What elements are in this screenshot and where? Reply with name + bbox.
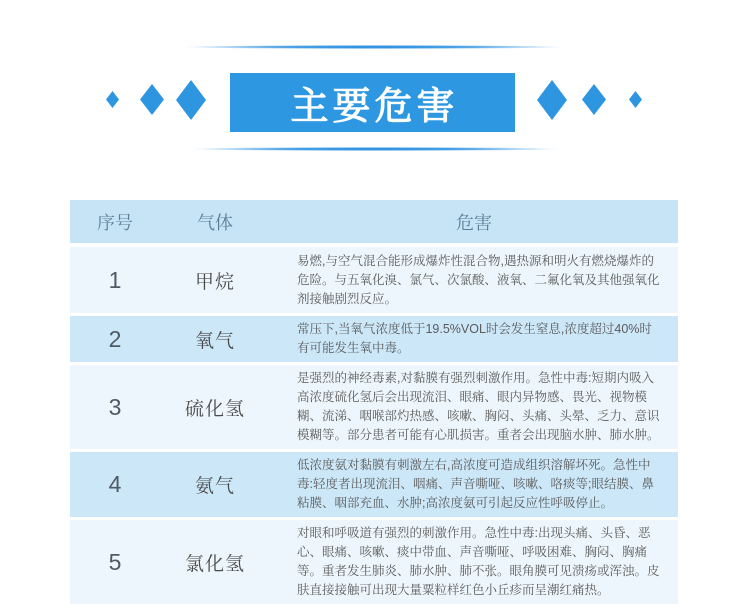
table-row xyxy=(70,520,678,604)
gas-name: 氨气 xyxy=(194,476,235,497)
table-row xyxy=(70,316,678,362)
gas-name: 甲烷 xyxy=(194,271,235,293)
diamond-icon xyxy=(176,80,206,120)
table-row xyxy=(70,365,678,449)
bottom-divider-line xyxy=(190,147,560,151)
row-number: 5 xyxy=(108,548,122,575)
diamond-icon xyxy=(140,84,164,115)
column-header-hazard: 危害 xyxy=(456,212,492,233)
header-banner xyxy=(0,0,750,200)
column-header-number: 序号 xyxy=(97,212,133,233)
row-number: 3 xyxy=(108,393,122,420)
diamond-icon xyxy=(582,84,606,115)
diamond-icon xyxy=(106,91,119,108)
gas-name: 氧气 xyxy=(194,330,235,352)
hazard-description: 低浓度氨对黏膜有刺激左右,高浓度可造成组织溶解坏死。急性中毒:轻度者出现流泪、咽痛、声音嘶哑、咳嗽、咯痰等;眼结膜、鼻粘膜、咽部充血、水肿;高浓度氨可引起反应性呼吸停止。 xyxy=(297,458,654,510)
gas-name: 氯化氢 xyxy=(184,553,245,575)
row-number: 1 xyxy=(108,266,122,293)
page-title: 主要危害 xyxy=(290,86,459,128)
table-row xyxy=(70,247,678,313)
row-number: 4 xyxy=(108,471,122,497)
hazard-description: 易燃,与空气混合能形成爆炸性混合物,遇热源和明火有燃烧爆炸的危险。与五氧化溴、氯气、次氯酸、液氧、二氟化氧及其他强氧化剂接触剧烈反应。 xyxy=(297,253,660,306)
hazard-description: 是强烈的神经毒素,对黏膜有强烈刺激作用。急性中毒:短期内吸入高浓度硫化氢后会出现流泪、眼痛、眼内异物感、畏光、视物模糊、流涕、咽喉部灼热感、咳嗽、胸闷、头痛、头晕、乏力、意识模糊等。部分患者可能有心肌损害。重者会出现脑水肿、肺水肿。 xyxy=(297,371,660,442)
gas-name: 硫化氢 xyxy=(184,398,245,420)
hazard-description: 对眼和呼吸道有强烈的刺激作用。急性中毒:出现头痛、头昏、恶心、眼痛、咳嗽、痰中带血、声音嘶哑、呼吸困难、胸闷、胸痛等。重者发生肺炎、肺水肿、肺不张。眼角膜可见溃疡或浑浊。皮肤直接接触可出现大量粟粒样红色小丘疹而呈潮红痛热。 xyxy=(297,526,660,597)
row-number: 2 xyxy=(108,325,122,352)
table-body xyxy=(70,247,678,604)
hazard-table xyxy=(70,200,678,607)
column-header-gas: 气体 xyxy=(197,212,233,233)
diamond-icon xyxy=(629,91,642,108)
top-divider-line xyxy=(183,45,565,49)
hazard-description: 常压下,当氧气浓度低于19.5%VOL时会发生窒息,浓度超过40%时有可能发生氧中毒。 xyxy=(297,322,652,355)
table-header-row xyxy=(70,200,678,243)
table-row xyxy=(70,452,678,517)
diamond-icon xyxy=(537,80,567,120)
page-title-box xyxy=(230,73,515,132)
